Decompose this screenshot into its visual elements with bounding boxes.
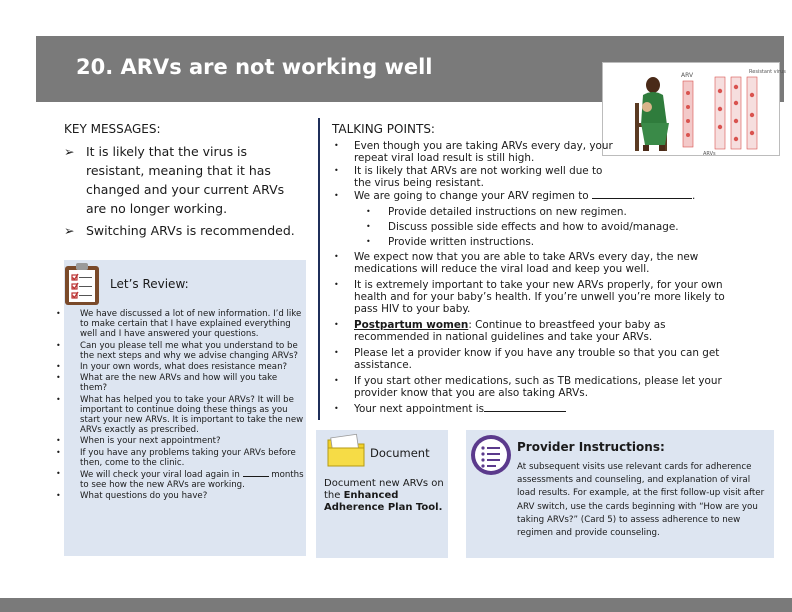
- bullet-dot: •: [334, 280, 339, 289]
- key-message-text: Switching ARVs is recommended.: [86, 223, 295, 238]
- talking-points: [332, 122, 732, 419]
- talking-point-subitem: [332, 206, 732, 218]
- viral-load-prefix: We will check your viral load again in: [80, 470, 240, 481]
- review-list: [64, 309, 304, 503]
- review-item: • What are the new ARVs and how will you take them?: [64, 373, 304, 393]
- talking-points-list: [332, 140, 732, 415]
- talking-point-item: [332, 319, 732, 343]
- bullet-dot: •: [334, 376, 339, 385]
- review-item: • What has helped you to take your ARVs? It will be important to continue doing these things as you start your new ARVs. It is important to take the new ARVs exactly as prescribed.: [64, 395, 304, 436]
- folder-icon: [326, 434, 366, 468]
- arrow-bullet-icon: ➢: [64, 223, 75, 238]
- divider-line: [318, 118, 320, 420]
- talking-point-suffix: .: [691, 190, 696, 202]
- talking-point-text: Your next appointment is: [354, 403, 485, 415]
- hero-label-arv: ARV: [681, 72, 694, 79]
- key-message-item: [64, 221, 304, 240]
- talking-point-text: It is likely that ARVs are not working well due to the virus being resistant.: [354, 165, 603, 189]
- document-tool-name: Enhanced Adherence Plan Tool.: [324, 490, 443, 513]
- key-message-item: [64, 142, 304, 218]
- review-panel: [64, 260, 306, 556]
- subitem-text: Provide written instructions.: [388, 236, 535, 248]
- subitem-text: Discuss possible side effects and how to avoid/manage.: [388, 221, 679, 233]
- bullet-dot: •: [366, 207, 371, 216]
- arrow-bullet-icon: ➢: [64, 144, 75, 159]
- bullet-dot: •: [334, 252, 339, 261]
- talking-point-text: We are going to change your ARV regimen to: [354, 190, 589, 202]
- talking-point-item: [332, 279, 732, 315]
- review-item: • Can you please tell me what you understand to be the next steps and why we advise changing ARVs?: [64, 341, 304, 361]
- hero-label-resistant: Resistant virus: [749, 69, 786, 75]
- bullet-dot: •: [334, 320, 339, 329]
- months-blank: [243, 469, 269, 477]
- regimen-blank: [592, 190, 692, 199]
- key-messages-title: KEY MESSAGES:: [64, 122, 161, 136]
- review-item: • When is your next appointment?: [64, 436, 304, 446]
- bullet-dot: •: [366, 237, 371, 246]
- bullet-dot: •: [334, 166, 339, 175]
- provider-title: Provider Instructions:: [517, 440, 665, 454]
- bullet-dot: •: [334, 141, 339, 150]
- appointment-blank: [484, 403, 566, 412]
- clipboard-checklist-icon: [64, 262, 100, 306]
- review-title: Let’s Review:: [110, 277, 189, 291]
- page-title: 20. ARVs are not working well: [76, 55, 433, 79]
- talking-point-item: [332, 347, 732, 371]
- bullet-dot: •: [334, 348, 339, 357]
- list-icon: [470, 434, 512, 476]
- review-item: [64, 469, 304, 490]
- talking-point-text: Even though you are taking ARVs every day, your repeat viral load result is still high.: [354, 140, 613, 164]
- talking-points-title: TALKING POINTS:: [332, 122, 435, 136]
- hero-label-arvs: ARVs: [703, 151, 716, 157]
- subitem-text: Provide detailed instructions on new regimen.: [388, 206, 627, 218]
- review-item: • If you have any problems taking your ARVs before then, come to the clinic.: [64, 448, 304, 468]
- talking-point-item: [332, 403, 732, 415]
- talking-point-text: Please let a provider know if you have any trouble so that you can get assistance.: [354, 347, 720, 371]
- review-item: • What questions do you have?: [64, 491, 304, 501]
- provider-instructions-panel: [466, 430, 774, 558]
- talking-point-text: We expect now that you are able to take ARVs every day, the new medications will reduce the viral load and keep you well.: [354, 251, 699, 275]
- review-item: • We have discussed a lot of new information. I’d like to make certain that I have explained everything well and I have answered your questions.: [64, 309, 304, 340]
- bullet-dot: •: [334, 404, 339, 413]
- postpartum-label: Postpartum women: [354, 319, 469, 331]
- talking-point-text: If you start other medications, such as TB medications, please let your provider know that you are also taking ARVs.: [354, 375, 722, 399]
- talking-point-text: It is extremely important to take your new ARVs properly, for your own health and for your baby’s health. If you’re unwell you’re more likely to pass HIV to your baby.: [354, 279, 725, 315]
- talking-point-text: : Continue to breastfeed your baby as recommended in national guidelines and take your ARVs.: [354, 319, 666, 343]
- talking-point-subitem: [332, 221, 732, 233]
- bullet-dot: •: [366, 222, 371, 231]
- talking-point-item: [332, 251, 732, 275]
- talking-point-item: [332, 190, 732, 202]
- document-text-prefix: Document new ARVs on the: [324, 478, 444, 501]
- key-message-text: It is likely that the virus is resistant, meaning that it has changed and your current ARVs are no longer working.: [86, 144, 285, 216]
- talking-point-subitem: [332, 236, 732, 248]
- document-label: Document: [370, 446, 430, 460]
- document-text: [324, 478, 448, 514]
- key-messages: [64, 122, 304, 243]
- key-messages-list: [64, 142, 304, 240]
- provider-text: At subsequent visits use relevant cards for adherence assessments and counseling, and explanation of viral load results. For example, at the first follow-up visit after ARV switch, use the cards beginning with “How are you taking ARVs?” (Card 5) to assess adherence to new regimen and provide counseling.: [517, 462, 765, 539]
- talking-point-item: [332, 140, 622, 164]
- talking-point-item: [332, 165, 622, 189]
- review-item: • In your own words, what does resistance mean?: [64, 362, 304, 372]
- document-panel: [316, 430, 448, 558]
- footer-bar: [0, 598, 792, 612]
- viral-load-rest: to see how the new ARVs are working.: [80, 480, 245, 491]
- bullet-dot: •: [334, 191, 339, 200]
- talking-point-item: [332, 375, 732, 399]
- viral-load-suffix: months: [271, 470, 304, 481]
